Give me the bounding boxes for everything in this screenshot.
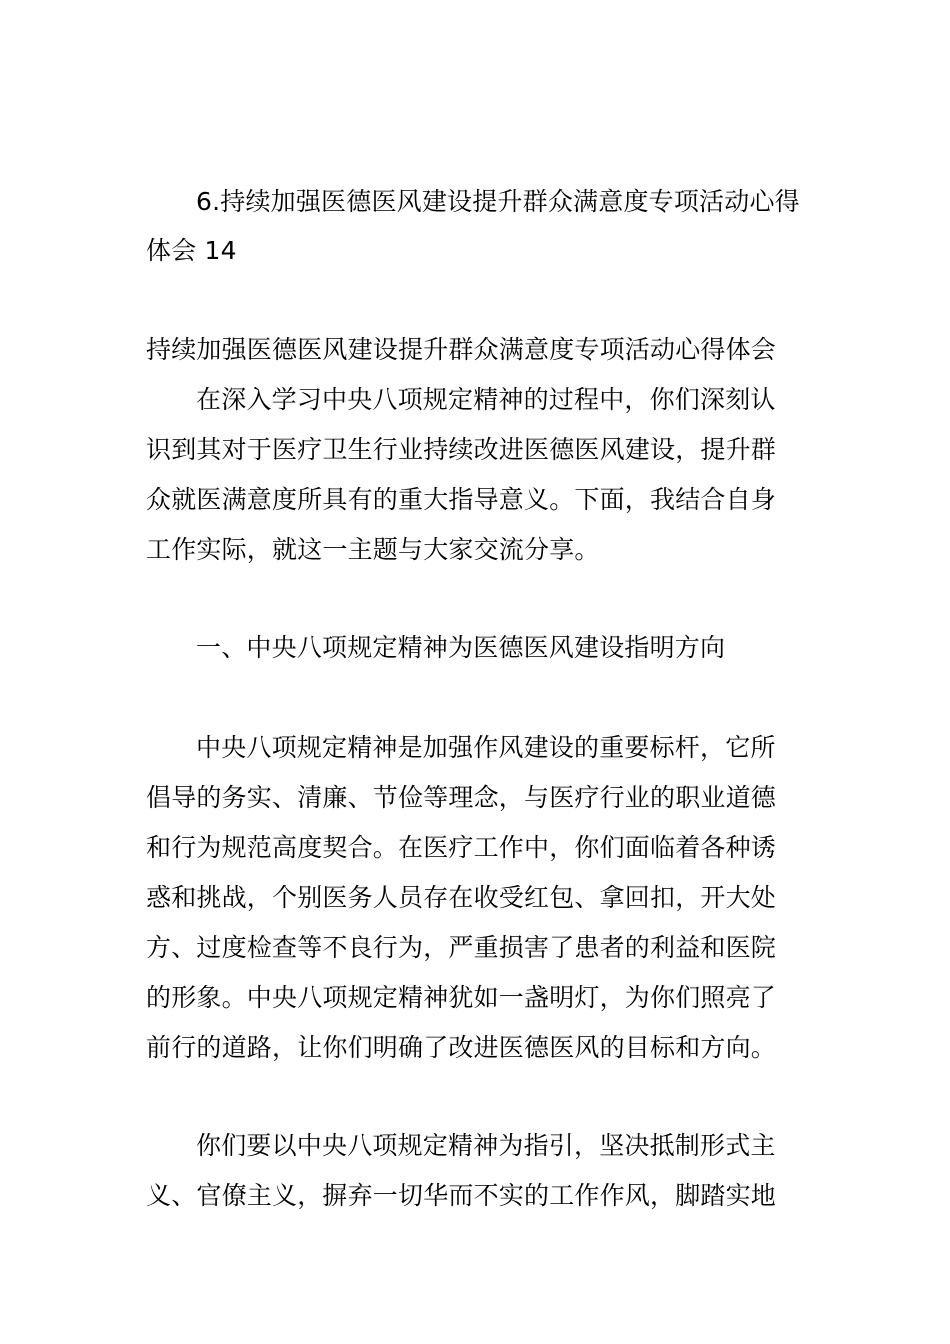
paragraph-1-line-1: 中央八项规定精神是加强作风建设的重要标杆，它所 [196, 733, 776, 762]
section-1-heading: 一、中央八项规定精神为医德医风建设指明方向 [196, 633, 726, 662]
paragraph-1-line-5: 方、过度检查等不良行为，严重损害了患者的利益和医院 [146, 933, 777, 962]
paragraph-1-line-3: 和行为规范高度契合。在医疗工作中，你们面临着各种诱 [146, 833, 777, 862]
intro-line-3: 众就医满意度所具有的重大指导意义。下面，我结合自身 [146, 485, 777, 514]
intro-line-1: 在深入学习中央八项规定精神的过程中，你们深刻认 [196, 385, 776, 414]
document-title: 持续加强医德医风建设提升群众满意度专项活动心得体会 [146, 335, 777, 364]
paragraph-1-line-4: 惑和挑战，个别医务人员存在收受红包、拿回扣，开大处 [146, 883, 777, 912]
document-heading-line-1: 6.持续加强医德医风建设提升群众满意度专项活动心得 [196, 187, 800, 216]
document-heading-line-2: 体会 14 [146, 236, 237, 265]
paragraph-2-line-2: 义、官僚主义，摒弃一切华而不实的工作作风，脚踏实地 [146, 1181, 777, 1210]
paragraph-1-line-6: 的形象。中央八项规定精神犹如一盏明灯，为你们照亮了 [146, 983, 777, 1012]
intro-line-2: 识到其对于医疗卫生行业持续改进医德医风建设，提升群 [146, 435, 777, 464]
paragraph-2-line-1: 你们要以中央八项规定精神为指引，坚决抵制形式主 [196, 1131, 776, 1160]
intro-line-4: 工作实际，就这一主题与大家交流分享。 [146, 535, 600, 564]
paragraph-1-line-7: 前行的道路，让你们明确了改进医德医风的目标和方向。 [146, 1033, 777, 1062]
paragraph-1-line-2: 倡导的务实、清廉、节俭等理念，与医疗行业的职业道德 [146, 783, 777, 812]
